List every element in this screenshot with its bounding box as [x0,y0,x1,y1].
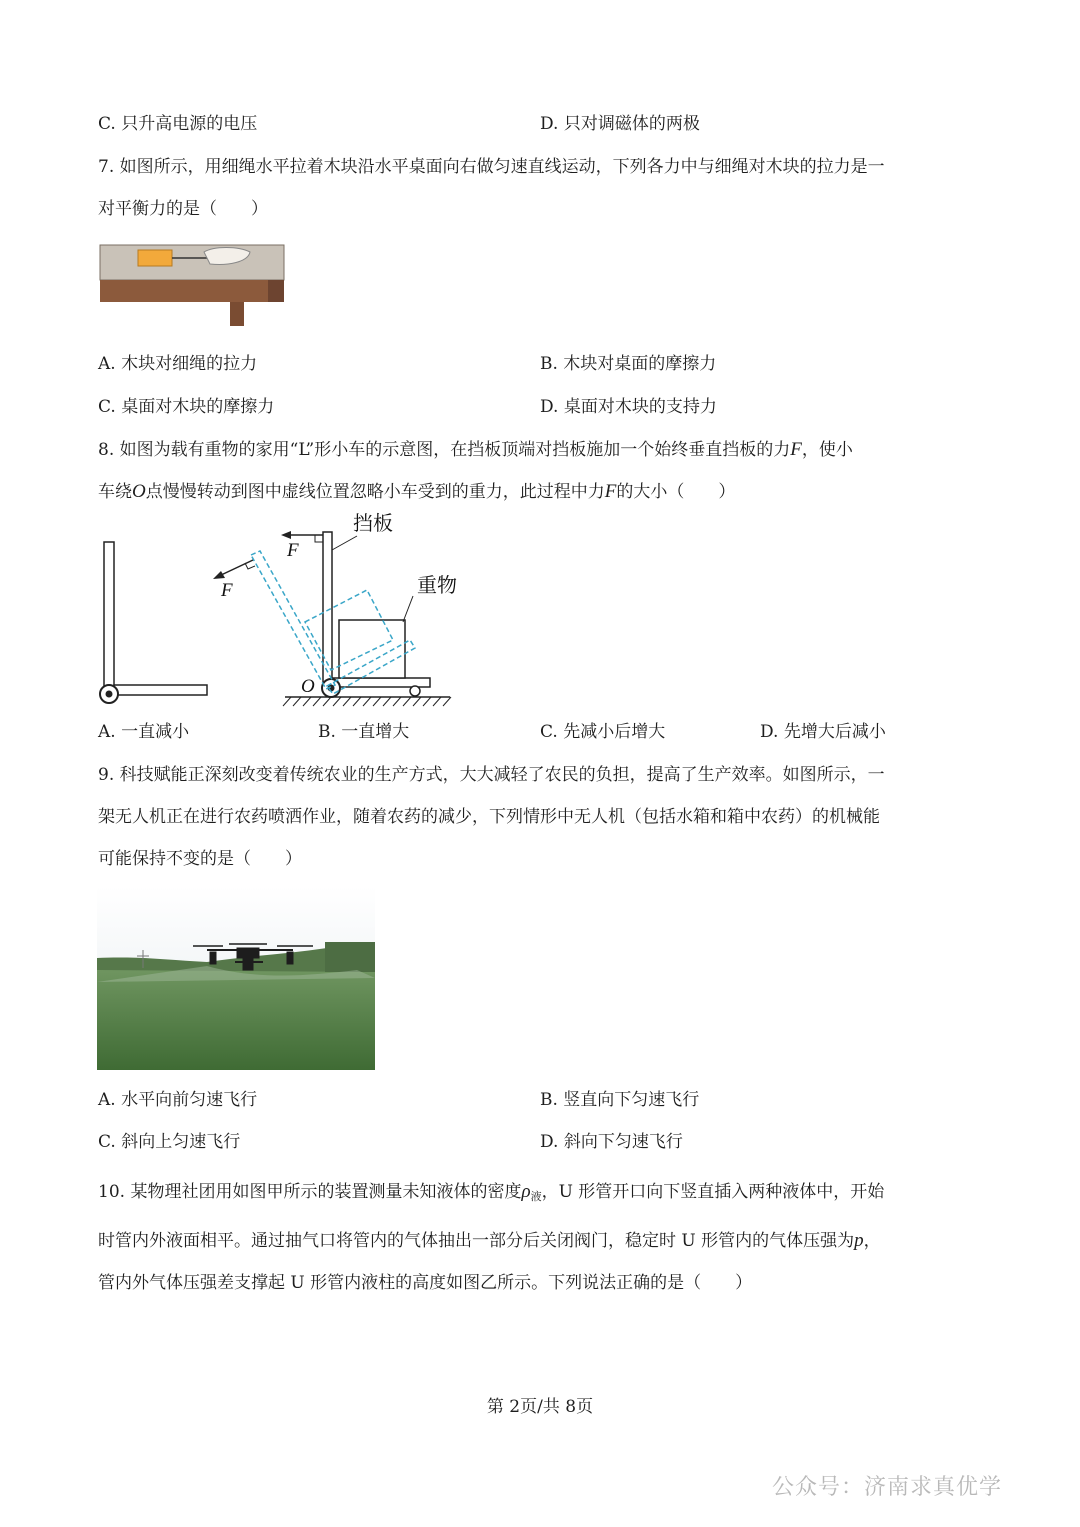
q7-table-figure [98,240,288,330]
weight-box [339,620,405,678]
label-force-upright: F [287,540,299,561]
q7-stem-line1: 7. 如图所示，用细绳水平拉着木块沿水平桌面向右做匀速直线运动，下列各力中与细绳对木块的拉力是一 [98,157,885,177]
q8-stem-line1: 8. 如图为载有重物的家用“L”形小车的示意图，在挡板顶端对挡板施加一个始终垂直挡板的力F，使小 [98,439,853,460]
wood-block [138,250,172,266]
q8-option-c: C. 先减小后增大 [540,722,666,742]
q7-option-b: B. 木块对桌面的摩擦力 [540,354,717,374]
q9-drone-photo [97,886,375,1070]
q7-option-d: D. 桌面对木块的支持力 [540,397,717,417]
table-edge [100,280,284,302]
q8-option-d: D. 先增大后减小 [760,722,886,742]
q10-stem-line2: 时管内外液面相平。通过抽气口将管内的气体抽出一部分后关闭阀门，稳定时 U 形管内的气体压强为p， [98,1230,881,1251]
q10-stem-line1: 10. 某物理社团用如图甲所示的装置测量未知液体的密度$\rho_液$，U 形管开口向下竖直插入两种液体中，开始 [98,1181,885,1203]
q8-cart-figure [95,510,475,710]
q7-stem-line2: 对平衡力的是（ ） [98,199,268,219]
q6-option-c: C. 只升高电源的电压 [98,114,258,134]
q8-option-a: A. 一直减小 [98,722,190,742]
q6-option-d: D. 只对调磁体的两极 [540,114,700,134]
q8-stem-line2: 车绕O点慢慢转动到图中虚线位置忽略小车受到的重力，此过程中力F的大小（ ） [98,481,736,502]
q7-option-c: C. 桌面对木块的摩擦力 [98,397,275,417]
q9-stem-line1: 9. 科技赋能正深刻改变着传统农业的生产方式，大大减轻了农民的负担，提高了生产效率。如图所示，一 [98,765,885,785]
label-baffle: 挡板 [353,513,393,535]
q9-option-d: D. 斜向下匀速飞行 [540,1132,683,1152]
label-weight: 重物 [417,575,457,597]
q9-option-a: A. 水平向前匀速飞行 [98,1090,258,1110]
watermark: 公众号：济南求真优学 [771,1475,1002,1500]
q9-stem-line3: 可能保持不变的是（ ） [98,849,302,869]
q9-stem-line2: 架无人机正在进行农药喷洒作业，随着农药的减少，下列情形中无人机（包括水箱和箱中农药）的机械能 [98,807,880,827]
table-leg [230,302,244,326]
label-pivot-o: O [301,676,315,697]
q10-stem-line3: 管内外气体压强差支撑起 U 形管内液柱的高度如图乙所示。下列说法正确的是（ ） [98,1273,753,1293]
q9-option-b: B. 竖直向下匀速飞行 [540,1090,700,1110]
page-number: 第 2页/共 8页 [486,1397,594,1417]
q7-option-a: A. 木块对细绳的拉力 [98,354,258,374]
label-force-tilted: F [221,580,233,601]
q9-option-c: C. 斜向上匀速飞行 [98,1132,241,1152]
q8-option-b: B. 一直增大 [318,722,410,742]
